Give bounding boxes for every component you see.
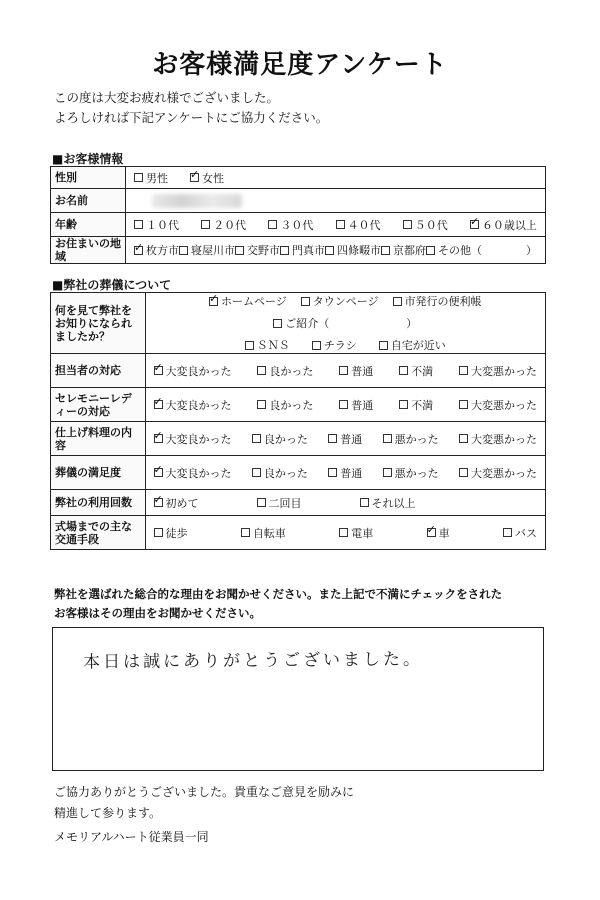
transport-option-label: バス: [514, 526, 537, 540]
ceremony-rating-option[interactable]: [154, 397, 232, 413]
food-rating-option[interactable]: [328, 431, 362, 447]
intro-line-1: この度は大変お疲れ様でございました。: [54, 90, 280, 105]
food-rating-label: 仕上げ料理の内容: [51, 422, 146, 456]
gender-option[interactable]: [134, 170, 168, 186]
area-option[interactable]: [179, 242, 235, 258]
checkbox-icon[interactable]: [383, 434, 392, 443]
checkbox-icon[interactable]: [459, 468, 468, 477]
funeral-rating-option[interactable]: [459, 465, 537, 481]
redacted-name: [152, 194, 242, 208]
age-option[interactable]: [268, 217, 313, 233]
ceremony-rating-option[interactable]: [399, 397, 433, 413]
food-rating-option[interactable]: [252, 431, 308, 447]
area-option-label: 京都府: [393, 244, 426, 257]
ceremony-rating-option-label: 大変良かった: [165, 398, 232, 412]
checkbox-icon[interactable]: [459, 400, 468, 409]
checkbox-icon[interactable]: [325, 246, 334, 255]
source-option-label: ホームページ: [220, 295, 287, 308]
source-label: 何を見て弊社をお知りになられましたか？: [51, 293, 146, 354]
source-option-label: タウンページ: [312, 295, 379, 308]
checkbox-icon[interactable]: [459, 434, 468, 443]
staff-rating-option-label: 普通: [351, 364, 374, 378]
food-rating-option[interactable]: [459, 431, 537, 447]
age-option-label: １０代: [146, 218, 179, 232]
checkbox-icon[interactable]: [312, 341, 321, 350]
staff-rating-option-label: 大変悪かった: [470, 364, 537, 378]
checkbox-icon[interactable]: [339, 528, 348, 537]
area-option[interactable]: [235, 242, 280, 258]
checkbox-icon[interactable]: [257, 400, 266, 409]
source-option[interactable]: [301, 293, 379, 309]
checkbox-icon[interactable]: [235, 246, 244, 255]
checkbox-icon[interactable]: [134, 173, 143, 182]
intro-line-2: よろしければ下記アンケートにご協力ください。: [54, 110, 329, 125]
area-options: [126, 237, 546, 264]
ceremony-rating-option-label: 良かった: [269, 398, 314, 412]
source-option[interactable]: [379, 337, 446, 353]
funeral-rating-option-label: 普通: [340, 466, 363, 480]
age-option-label: ２０代: [213, 218, 247, 232]
section-customer-info: ■お客様情報: [52, 152, 124, 166]
transport-option[interactable]: [339, 525, 373, 541]
checkbox-icon[interactable]: [383, 468, 392, 477]
food-rating-options: [145, 422, 545, 456]
staff-rating-options: [145, 354, 545, 388]
checkbox-icon[interactable]: [381, 246, 390, 255]
handwritten-comment: 本日は誠にありがとうございました。: [82, 649, 424, 673]
funeral-rating-label: 葬儀の満足度: [51, 456, 146, 490]
source-option[interactable]: [393, 293, 482, 309]
staff-rating-option[interactable]: [339, 363, 373, 379]
checked-checkbox-icon[interactable]: [134, 246, 143, 255]
transport-option[interactable]: [427, 525, 450, 541]
area-option[interactable]: [381, 242, 426, 258]
checked-checkbox-icon[interactable]: [154, 498, 163, 507]
transport-option-label: 車: [438, 526, 450, 540]
transport-option-label: 徒歩: [165, 526, 188, 540]
age-option[interactable]: [336, 217, 381, 233]
food-rating-option-label: 悪かった: [394, 432, 439, 446]
area-option-label: 寝屋川市: [191, 244, 235, 257]
staff-signature: メモリアルハート従業員一同: [54, 830, 209, 844]
checkbox-icon[interactable]: [201, 220, 210, 229]
funeral-rating-option[interactable]: [154, 465, 232, 481]
age-option-label: ４０代: [347, 218, 381, 232]
gender-option-label: 男性: [146, 171, 168, 185]
source-option-label: 市発行の便利帳: [404, 295, 482, 308]
checkbox-icon[interactable]: [257, 498, 266, 507]
transport-option[interactable]: [241, 525, 286, 541]
source-option[interactable]: [273, 315, 417, 331]
checkbox-icon[interactable]: [328, 434, 337, 443]
gender-option-label: 女性: [202, 171, 224, 185]
ceremony-rating-label: セレモニーレディーの対応: [51, 388, 146, 422]
age-option[interactable]: [470, 217, 537, 233]
area-option[interactable]: [426, 242, 537, 258]
survey-title: お客様満足度アンケート: [152, 50, 448, 80]
customer-info-table: [50, 166, 546, 264]
checked-checkbox-icon[interactable]: [154, 400, 163, 409]
checkbox-icon[interactable]: [241, 528, 250, 537]
name-field[interactable]: [126, 189, 546, 213]
usage-option-label: 初めて: [165, 496, 199, 510]
ceremony-rating-option[interactable]: [459, 397, 537, 413]
staff-rating-label: 担当者の対応: [51, 354, 146, 388]
food-rating-option-label: 良かった: [263, 432, 308, 446]
ceremony-rating-option[interactable]: [257, 397, 313, 413]
funeral-rating-options: [145, 456, 545, 490]
staff-rating-option-label: 大変良かった: [165, 364, 232, 378]
comment-box[interactable]: [52, 627, 544, 771]
checkbox-icon[interactable]: [459, 366, 468, 375]
area-option-label: その他（ ）: [438, 244, 537, 257]
ceremony-rating-options: [145, 388, 545, 422]
source-options: [145, 293, 545, 354]
ceremony-rating-option-label: 不満: [411, 398, 434, 412]
source-option-label: チラシ: [323, 339, 357, 352]
funeral-table: [50, 292, 546, 550]
funeral-rating-option-label: 大変悪かった: [470, 466, 537, 480]
food-rating-option-label: 大変良かった: [165, 432, 232, 446]
age-option[interactable]: [134, 217, 179, 233]
staff-rating-option-label: 良かった: [269, 364, 314, 378]
source-option-label: ご紹介（ ）: [285, 317, 418, 330]
ceremony-rating-option-label: 大変悪かった: [470, 398, 537, 412]
checkbox-icon[interactable]: [280, 246, 289, 255]
checked-checkbox-icon[interactable]: [427, 528, 436, 537]
area-option-label: 四條畷市: [337, 244, 381, 257]
checkbox-icon[interactable]: [134, 220, 143, 229]
checkbox-icon[interactable]: [379, 341, 388, 350]
reason-prompt-line-1: 弊社を選ばれた総合的な理由をお聞かせください。また上記で不満にチェックをされた: [54, 587, 503, 601]
closing-line-2: 精進して参ります。: [54, 806, 162, 820]
name-label: お名前: [51, 189, 126, 213]
usage-label: 弊社の利用回数: [51, 490, 146, 516]
transport-option[interactable]: [503, 525, 537, 541]
source-option[interactable]: [312, 337, 357, 353]
area-option[interactable]: [134, 242, 179, 258]
closing-line-1: ご協力ありがとうございました。貴重なご意見を励みに: [54, 785, 355, 799]
checkbox-icon[interactable]: [503, 528, 512, 537]
food-rating-option-label: 普通: [340, 432, 363, 446]
funeral-rating-option-label: 大変良かった: [165, 466, 232, 480]
closing-message: [54, 782, 354, 824]
usage-option-label: 二回目: [268, 496, 302, 510]
source-option[interactable]: [245, 337, 290, 353]
transport-option[interactable]: [154, 525, 188, 541]
checked-checkbox-icon[interactable]: [190, 173, 199, 182]
age-label: 年齢: [51, 213, 126, 237]
checkbox-icon[interactable]: [399, 400, 408, 409]
funeral-rating-option[interactable]: [383, 465, 439, 481]
checkbox-icon[interactable]: [339, 400, 348, 409]
checkbox-icon[interactable]: [403, 220, 412, 229]
transport-label: 式場までの主な交通手段: [51, 516, 146, 550]
staff-rating-option[interactable]: [399, 363, 433, 379]
age-option[interactable]: [403, 217, 448, 233]
area-option-label: 枚方市: [146, 244, 179, 257]
checked-checkbox-icon[interactable]: [470, 220, 479, 229]
source-option-label: ＳＮＳ: [256, 339, 290, 352]
usage-option[interactable]: [360, 495, 416, 511]
age-option[interactable]: [201, 217, 246, 233]
area-option[interactable]: [280, 242, 325, 258]
funeral-rating-option-label: 良かった: [263, 466, 308, 480]
source-option[interactable]: [209, 293, 287, 309]
reason-prompt: [54, 585, 502, 623]
funeral-rating-option[interactable]: [252, 465, 308, 481]
area-option-label: 門真市: [292, 244, 325, 257]
section-funeral: ■弊社の葬儀について: [52, 278, 172, 292]
checkbox-icon[interactable]: [399, 366, 408, 375]
checkbox-icon[interactable]: [339, 366, 348, 375]
checkbox-icon[interactable]: [336, 220, 345, 229]
area-option-label: 交野市: [247, 244, 280, 257]
source-option-label: 自宅が近い: [390, 339, 446, 352]
checkbox-icon[interactable]: [245, 341, 254, 350]
checked-checkbox-icon[interactable]: [154, 468, 163, 477]
checkbox-icon[interactable]: [360, 498, 369, 507]
checkbox-icon[interactable]: [154, 528, 163, 537]
checkbox-icon[interactable]: [252, 434, 261, 443]
checkbox-icon[interactable]: [273, 319, 282, 328]
checkbox-icon[interactable]: [252, 468, 261, 477]
gender-option[interactable]: [190, 170, 224, 186]
age-option-label: ６０歳以上: [481, 218, 537, 232]
checkbox-icon[interactable]: [301, 297, 310, 306]
transport-option-label: 自転車: [252, 526, 286, 540]
usage-option-label: それ以上: [371, 496, 416, 510]
area-option[interactable]: [325, 242, 381, 258]
staff-rating-option[interactable]: [257, 363, 313, 379]
checkbox-icon[interactable]: [426, 246, 435, 255]
ceremony-rating-option[interactable]: [339, 397, 373, 413]
ceremony-rating-option-label: 普通: [351, 398, 374, 412]
staff-rating-option[interactable]: [154, 363, 232, 379]
checkbox-icon[interactable]: [328, 468, 337, 477]
funeral-rating-option[interactable]: [328, 465, 362, 481]
transport-option-label: 電車: [351, 526, 374, 540]
usage-options: [145, 490, 545, 516]
transport-options: [145, 516, 545, 550]
age-option-label: ５０代: [414, 218, 448, 232]
food-rating-option-label: 大変悪かった: [470, 432, 537, 446]
usage-option[interactable]: [154, 495, 199, 511]
usage-option[interactable]: [257, 495, 302, 511]
gender-label: 性別: [51, 167, 126, 189]
age-options: [126, 213, 546, 237]
checked-checkbox-icon[interactable]: [154, 434, 163, 443]
checkbox-icon[interactable]: [268, 220, 277, 229]
food-rating-option[interactable]: [383, 431, 439, 447]
checked-checkbox-icon[interactable]: [209, 297, 218, 306]
age-option-label: ３０代: [280, 218, 314, 232]
checkbox-icon[interactable]: [393, 297, 402, 306]
food-rating-option[interactable]: [154, 431, 232, 447]
checkbox-icon[interactable]: [179, 246, 188, 255]
funeral-rating-option-label: 悪かった: [394, 466, 439, 480]
staff-rating-option[interactable]: [459, 363, 537, 379]
staff-rating-option-label: 不満: [411, 364, 434, 378]
gender-options: [126, 167, 546, 189]
checkbox-icon[interactable]: [257, 366, 266, 375]
reason-prompt-line-2: お客様はその理由をお聞かせください。: [54, 606, 261, 620]
intro-text: [54, 88, 328, 128]
area-label: お住まいの地域: [51, 237, 126, 264]
checked-checkbox-icon[interactable]: [154, 366, 163, 375]
